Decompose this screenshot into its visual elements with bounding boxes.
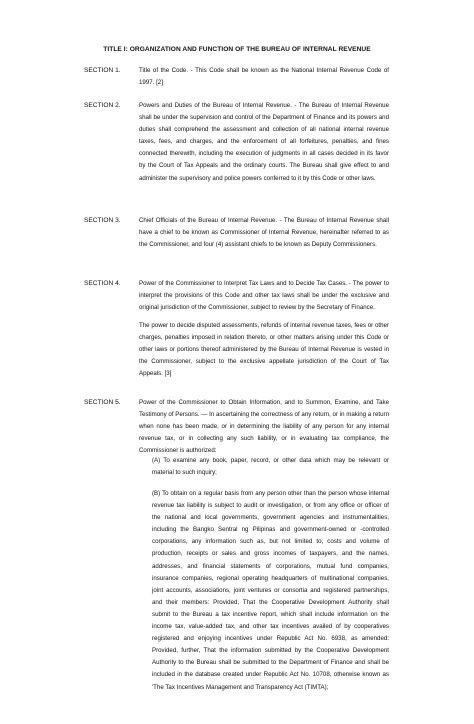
section-4-paragraph-1: Power of the Commissioner to Interpret Tax Laws and to Decide Tax Cases. - The power to interpret the provisions of this Code and other tax laws shall be under the exclusive and original jurisdiction of the Commissioner, subject to review by the Secretary of Finance. (139, 280, 389, 312)
section-3-label: SECTION 3. (84, 217, 121, 224)
section-1-text: Title of the Code. - This Code shall be known as the National Internal Revenue Code of 1997. [2] (139, 67, 389, 87)
section-4-label: SECTION 4. (84, 280, 121, 287)
section-2-label: SECTION 2. (84, 102, 121, 109)
section-2-text: Powers and Duties of the Bureau of Internal Revenue. - The Bureau of Internal Revenue shall be under the supervision and control of the Department of Finance and its powers and duties shall comprehend the assessment and collection of all national internal revenue taxes, fees, and charges, and the enforcement of all forfeitures, penalties, and fines connected therewith, including the execution of judgments in all cases decided in its favor by the Court of Tax Appeals and the ordinary courts. The Bureau shall give effect to and administer the supervisory and police powers conferred to it by this Code or other laws. (139, 102, 389, 182)
section-5-subparagraph-a: (A) To examine any book, paper, record, or other data which may be relevant or material to such inquiry; (152, 457, 389, 477)
section-3-text: Chief Officials of the Bureau of Internal Revenue. - The Bureau of Internal Revenue shall have a chief to be known as Commissioner of Internal Revenue, hereinafter referred to as the Commissioner, and four (4) assistant chiefs to be known as Deputy Commissioners. (139, 217, 389, 249)
section-4-paragraph-2: The power to decide disputed assessments, refunds of internal revenue taxes, fees or other charges, penalties imposed in relation thereto, or other matters arising under this Code or other laws or portions thereof administered by the Bureau of Internal Revenue is vested in the Commissioner, subject to the exclusive appellate jurisdiction of the Court of Tax Appeals. [3] (139, 322, 389, 378)
section-5-intro: Power of the Commissioner to Obtain Information, and to Summon, Examine, and Take Testimony of Persons. — In ascertaining the correctness of any return, or in making a return when none has been made, or in determining the liability of any person for any internal revenue tax, or in collecting any such liability, or in evaluating tax compliance, the Commissioner is authorized: (139, 399, 389, 455)
section-5-subparagraph-b: (B) To obtain on a regular basis from any person other than the person whose internal revenue tax liability is subject to audit or investigation, or from any office or officer of the national and local governments, government agencies and instrumentalities, including the Bangko Sentral ng Pilipinas and government-owned or -controlled corporations, any information such as, but not limited to, costs and volume of production, receipts or sales and gross incomes of taxpayers, and the names, addresses, and financial statements of corporations, mutual fund companies, insurance companies, regional operating headquarters of multinational companies, joint accounts, associations, joint ventures or consortia and registered partnerships, and their members: Provided, That the Cooperative Development Authority shall submit to the Bureau a tax incentive report, which shall include information on the income tax, value-added tax, and other tax incentives availed of by cooperatives registered and enjoying incentives under Republic Act No. 6938, as amended: Provided, further, That the information submitted by the Cooperative Development Authority to the Bureau shall be submitted to the Department of Finance and shall be included in the database created under Republic Act No. 10708, otherwise known as 'The Tax Incentives Management and Transparency Act (TIMTA); (152, 490, 389, 691)
section-1-label: SECTION 1. (84, 67, 121, 74)
document-title: TITLE I: ORGANIZATION AND FUNCTION OF THE BUREAU OF INTERNAL REVENUE (103, 46, 371, 53)
section-5-label: SECTION 5. (84, 399, 121, 406)
